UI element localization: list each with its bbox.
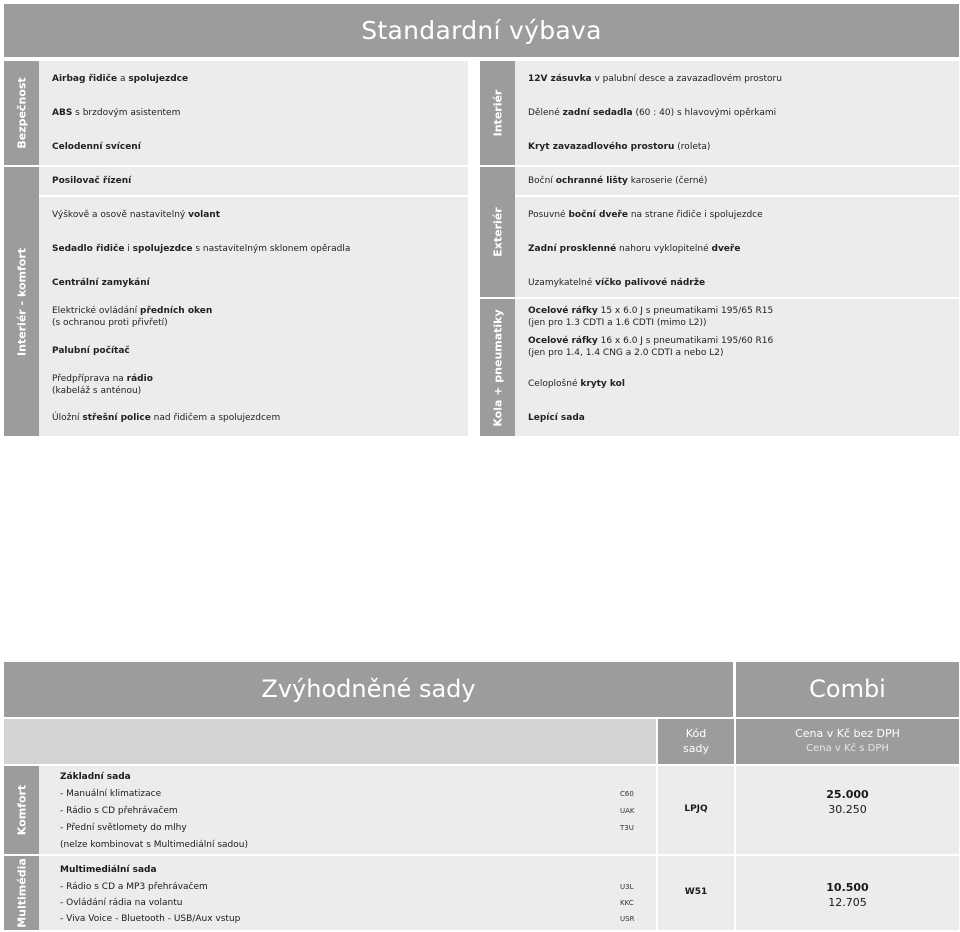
package-code: W51 — [684, 887, 708, 897]
option-code: UAK — [620, 807, 635, 815]
section-label-interier: Interiér — [480, 61, 515, 165]
package-code: LPJQ — [684, 804, 708, 814]
feature-item: Kryt zavazadlového prostoru (roleta) — [528, 142, 711, 152]
feature-item: Ocelové ráfky 15 x 6.0 J s pneumatikami 195/65 R15 (jen pro 1.3 CDTI a 1.6 CDTI (mimo L2)) — [528, 306, 774, 328]
option-code: USR — [620, 915, 635, 923]
section-label-exterier: Exteriér — [480, 167, 515, 297]
packages-title: Zvýhodněné sady — [4, 662, 733, 717]
feature-item: ABS s brzdovým asistentem — [52, 108, 181, 118]
packages-subheader — [4, 719, 656, 764]
divider — [515, 195, 959, 197]
package-name: Multimediální sada — [60, 865, 157, 875]
option-code: U3L — [620, 883, 634, 891]
feature-item: Výškově a osově nastavitelný volant — [52, 210, 221, 220]
feature-item: Elektrické ovládání předních oken (s ochranou proti přivřetí) — [52, 306, 213, 328]
section-label-interier-komfort: Interiér - komfort — [4, 167, 39, 436]
feature-item: Dělené zadní sedadla (60 : 40) s hlavovými opěrkami — [528, 108, 777, 118]
package-note: (nelze kombinovat s Multimediální sadou) — [60, 840, 248, 850]
feature-item: Posuvné boční dveře na strane řidiče i spolujezdce — [528, 210, 763, 220]
package-line: - Ovládání rádia na volantu — [60, 898, 183, 908]
divider — [39, 195, 468, 197]
feature-item: Předpříprava na rádio (kabeláž s anténou) — [52, 374, 153, 396]
feature-item: Airbag řidiče a spolujezdce — [52, 74, 189, 84]
feature-item: Lepící sada — [528, 413, 585, 423]
section-label-bezpecnost: Bezpečnost — [4, 61, 39, 165]
package-label-komfort: Komfort — [4, 766, 39, 854]
feature-item: Úložní střešní police nad řidičem a spolujezdcem — [52, 413, 281, 423]
feature-item: Sedadlo řidiče i spolujezdce s nastavitelným sklonem opěradla — [52, 244, 351, 254]
package-line: - Rádio s CD a MP3 přehrávačem — [60, 882, 208, 892]
option-code: KKC — [620, 899, 634, 907]
page-title: Standardní výbava — [4, 4, 959, 57]
package-line: - Viva Voice - Bluetooth - USB/Aux vstup — [60, 914, 241, 924]
packages-model: Combi — [736, 662, 959, 717]
feature-item: Ocelové ráfky 16 x 6.0 J s pneumatikami 195/60 R16 (jen pro 1.4, 1.4 CNG a 2.0 CDTI a nebo L2) — [528, 336, 774, 358]
feature-item: Boční ochranné lišty karoserie (černé) — [528, 176, 708, 186]
feature-item: 12V zásuvka v palubní desce a zavazadlovém prostoru — [528, 74, 782, 84]
price-net: 10.500 — [826, 881, 869, 894]
package-label-multimedia: Multimédia — [4, 856, 39, 930]
package-line: - Přední světlomety do mlhy — [60, 823, 187, 833]
feature-item: Posilovač řízení — [52, 176, 132, 186]
option-code: T3U — [620, 824, 634, 832]
package-name: Základní sada — [60, 772, 131, 782]
feature-item: Celoplošné kryty kol — [528, 379, 625, 389]
feature-item: Palubní počítač — [52, 346, 130, 356]
column-header-price: Cena v Kč bez DPH Cena v Kč s DPH — [736, 719, 959, 764]
feature-item: Centrální zamykání — [52, 278, 150, 288]
feature-item: Uzamykatelné víčko palivové nádrže — [528, 278, 706, 288]
section-label-kola-pneumatiky: Kola + pneumatiky — [480, 299, 515, 436]
price-gross: 12.705 — [828, 896, 867, 909]
feature-item: Zadní prosklenné nahoru vyklopitelné dveře — [528, 244, 741, 254]
column-header-code: Kód sady — [658, 719, 734, 764]
price-net: 25.000 — [826, 788, 869, 801]
package-line: - Manuální klimatizace — [60, 789, 162, 799]
price-gross: 30.250 — [828, 803, 867, 816]
option-code: C60 — [620, 790, 634, 798]
package-line: - Rádio s CD přehrávačem — [60, 806, 178, 816]
feature-item: Celodenní svícení — [52, 142, 141, 152]
